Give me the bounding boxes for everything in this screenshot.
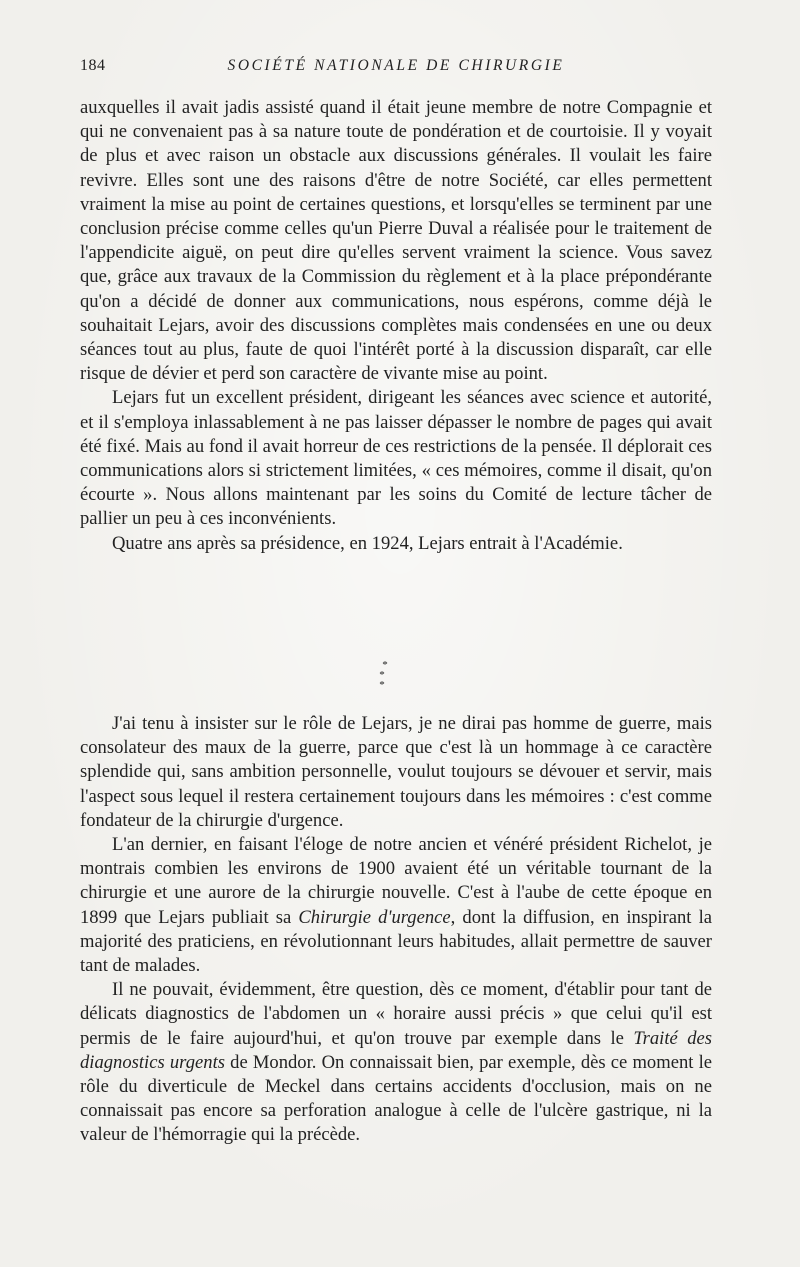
paragraph-text: de Mondor. On connaissait bien, par exemple, dès ce moment le rôle du diverticule de Meckel dans certains accidents d'occlusion, mais on ne connaissait pas encore sa perforation analogue à celle de l'ulcère gastrique, ni la valeur de l'hémorragie qui la précède. [80, 1051, 712, 1146]
ornament-top: * [382, 659, 388, 671]
paragraph-text: L'an dernier, en faisant l'éloge de notre ancien et vénéré président Richelot, je montrais combien les environs de 1900 avaient été un véritable tournant de la chirurgie et une aurore de la chirurgie nouvelle. C'est à l'aube de cette époque en 1899 que Lejars publiait sa [80, 834, 712, 928]
paragraph: J'ai tenu à insister sur le rôle de Lejars, je ne dirai pas homme de guerre, mais consolateur des maux de la guerre, parce que c'est là un hommage à ce caractère splendide qui, sans ambition personnelle, voulut toujours se dévouer et servir, mais l'aspect sous lequel il restera certainement toujours dans les mémoires : c'est comme fondateur de la chirurgie d'urgence. [80, 713, 712, 831]
book-title: Traité des diagnostics urgents [80, 1027, 712, 1073]
paragraph: Lejars fut un excellent président, dirigeant les séances avec science et autorité, et il s'employa inlassablement à ne pas laisser dépasser le nombre de pages qui avait été fixé. Mais au fond il avait horreur de ces restrictions de la pensée. Il déplorait ces communications alors si strictement limitées, « ces mémoires, comme il disait, qu'on écourte ». Nous allons maintenant par les soins du Comité de lecture tâcher de pallier un peu à ces inconvénients. [80, 387, 712, 530]
paragraph: auxquelles il avait jadis assisté quand il était jeune membre de notre Compagnie et qui ne convenaient pas à sa nature toute de pondération et de courtoisie. Il y voyait de plus et avec raison un obstacle aux discussions générales. Il voulait les faire revivre. Elles sont une des raisons d'être de notre Société, car elles permettent vraiment la mise au point de certaines questions, et lorsqu'elles se terminent par une conclusion précise comme celles qu'un Pierre Duval a réalisée pour le traitement de l'appendicite aiguë, on peut dire qu'elles servent vraiment la science. Vous savez que, grâce aux travaux de la Commission du règlement et à la place prépondérante qu'on a décidé de donner aux communications, nous espérons, comme déjà le souhaitait Lejars, avoir des discussions complètes mais condensées en une ou deux séances tout au plus, faute de quoi l'intérêt porté à la discussion disparaît, car elle risque de dévier et perd son caractère de vivante mise au point. [80, 97, 712, 385]
paragraph [80, 833, 712, 978]
paragraph-text: Il ne pouvait, évidemment, être question, dès ce moment, d'établir pour tant de délicats diagnostics de l'abdomen un « horaire aussi précis » que celui qu'il est permis de le faire aujourd'hui, et qu'on trouve par exemple dans le [80, 979, 712, 1049]
paragraph [80, 978, 712, 1147]
book-title: Chirurgie d'urgence [298, 906, 451, 928]
paragraph-text: , dont la diffusion, en inspirant la majorité des praticiens, en révolutionnant leurs habitudes, allait permettre de sauver tant de malades. [80, 906, 712, 977]
page-header [80, 57, 712, 81]
section-ornament [370, 659, 400, 691]
section-2-text [80, 712, 712, 1148]
paragraph: Quatre ans après sa présidence, en 1924, Lejars entrait à l'Académie. [112, 532, 623, 554]
ornament-bottom: * * [379, 669, 391, 691]
page-number: 184 [80, 57, 106, 74]
section-1-text [80, 96, 712, 556]
running-title: SOCIÉTÉ NATIONALE DE CHIRURGIE [227, 57, 565, 74]
